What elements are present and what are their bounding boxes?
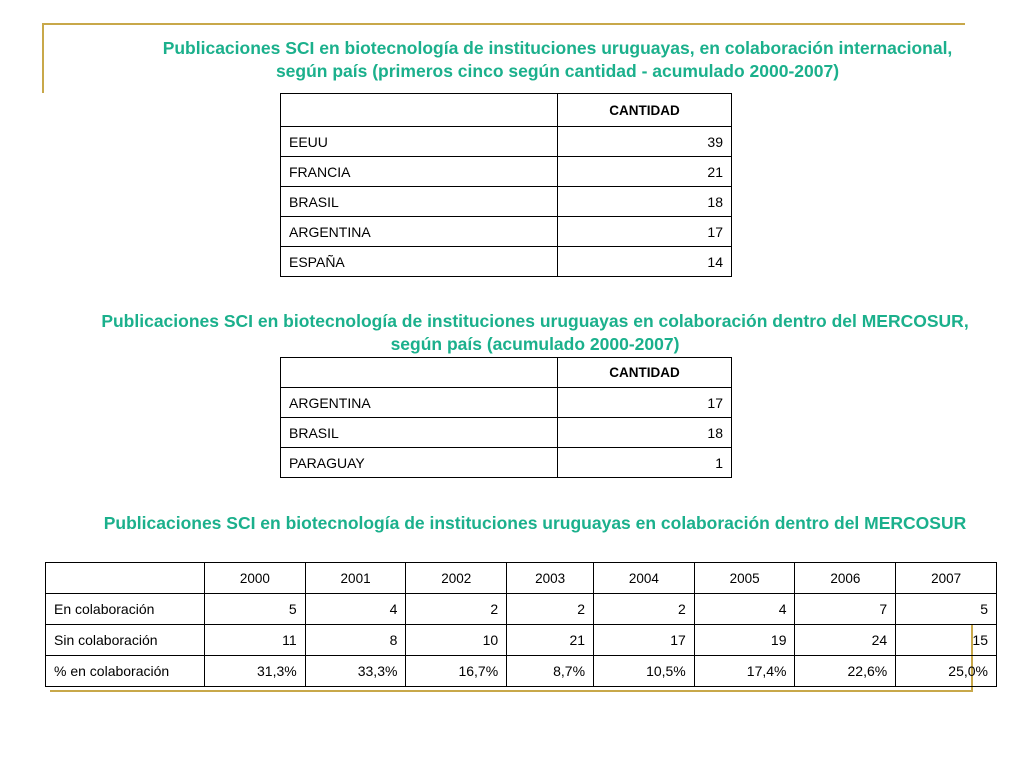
table-row	[281, 127, 732, 157]
year-header: 2006	[795, 563, 896, 594]
value-cell: 24	[795, 625, 896, 656]
year-header: 2005	[694, 563, 795, 594]
year-header: 2002	[406, 563, 507, 594]
table-row	[281, 448, 732, 478]
value-cell: 15	[896, 625, 997, 656]
header-empty-cell	[281, 94, 558, 127]
value-cell: 4	[305, 594, 406, 625]
row-label: En colaboración	[46, 594, 205, 625]
value-cell: 5	[205, 594, 306, 625]
value-cell: 21	[507, 625, 594, 656]
value-cell: 10	[406, 625, 507, 656]
section1-title: Publicaciones SCI en biotecnología de instituciones uruguayas, en colaboración internacional, según país (primeros cinco según cantidad - acumulado 2000-2007)	[162, 38, 953, 81]
table-row	[281, 247, 732, 277]
year-header: 2003	[507, 563, 594, 594]
country-cell: PARAGUAY	[281, 448, 558, 478]
header-empty-cell	[281, 358, 558, 388]
value-cell: 17,4%	[694, 656, 795, 687]
value-cell: 5	[896, 594, 997, 625]
country-cell: ARGENTINA	[281, 388, 558, 418]
section1-table	[280, 93, 732, 277]
table-row	[46, 594, 997, 625]
left-decorative-line	[42, 23, 44, 93]
table-row	[46, 656, 997, 687]
value-cell: 14	[558, 247, 732, 277]
table-row	[46, 625, 997, 656]
value-cell: 18	[558, 187, 732, 217]
row-label: Sin colaboración	[46, 625, 205, 656]
value-cell: 17	[558, 217, 732, 247]
value-cell: 31,3%	[205, 656, 306, 687]
year-header: 2004	[594, 563, 695, 594]
section3-title: Publicaciones SCI en biotecnología de instituciones uruguayas en colaboración dentro del MERCOSUR	[103, 513, 967, 533]
section2-table	[280, 357, 732, 478]
table-header-row	[46, 563, 997, 594]
country-cell: ESPAÑA	[281, 247, 558, 277]
value-cell: 2	[507, 594, 594, 625]
value-cell: 22,6%	[795, 656, 896, 687]
country-cell: BRASIL	[281, 187, 558, 217]
table-header-row	[281, 358, 732, 388]
value-cell: 8	[305, 625, 406, 656]
top-decorative-line	[42, 23, 965, 25]
year-header: 2000	[205, 563, 306, 594]
value-cell: 2	[406, 594, 507, 625]
header-quantity: CANTIDAD	[558, 94, 732, 127]
country-cell: FRANCIA	[281, 157, 558, 187]
row-label: % en colaboración	[46, 656, 205, 687]
header-empty-cell	[46, 563, 205, 594]
country-cell: ARGENTINA	[281, 217, 558, 247]
value-cell: 16,7%	[406, 656, 507, 687]
header-quantity: CANTIDAD	[558, 358, 732, 388]
year-header: 2001	[305, 563, 406, 594]
value-cell: 21	[558, 157, 732, 187]
section3-table	[45, 562, 997, 687]
value-cell: 11	[205, 625, 306, 656]
table-row	[281, 157, 732, 187]
value-cell: 19	[694, 625, 795, 656]
value-cell: 33,3%	[305, 656, 406, 687]
value-cell: 39	[558, 127, 732, 157]
value-cell: 17	[558, 388, 732, 418]
table-row	[281, 418, 732, 448]
value-cell: 18	[558, 418, 732, 448]
country-cell: BRASIL	[281, 418, 558, 448]
bottom-decorative-line	[50, 690, 973, 692]
value-cell: 2	[594, 594, 695, 625]
value-cell: 10,5%	[594, 656, 695, 687]
value-cell: 7	[795, 594, 896, 625]
table-header-row	[281, 94, 732, 127]
value-cell: 17	[594, 625, 695, 656]
value-cell: 8,7%	[507, 656, 594, 687]
country-cell: EEUU	[281, 127, 558, 157]
table-row	[281, 187, 732, 217]
value-cell: 25,0%	[896, 656, 997, 687]
year-header: 2007	[896, 563, 997, 594]
value-cell: 4	[694, 594, 795, 625]
table-row	[281, 217, 732, 247]
table-row	[281, 388, 732, 418]
value-cell: 1	[558, 448, 732, 478]
section2-title: Publicaciones SCI en biotecnología de instituciones uruguayas en colaboración dentro del MERCOSUR, según país (acumulado 2000-2007)	[101, 311, 969, 354]
